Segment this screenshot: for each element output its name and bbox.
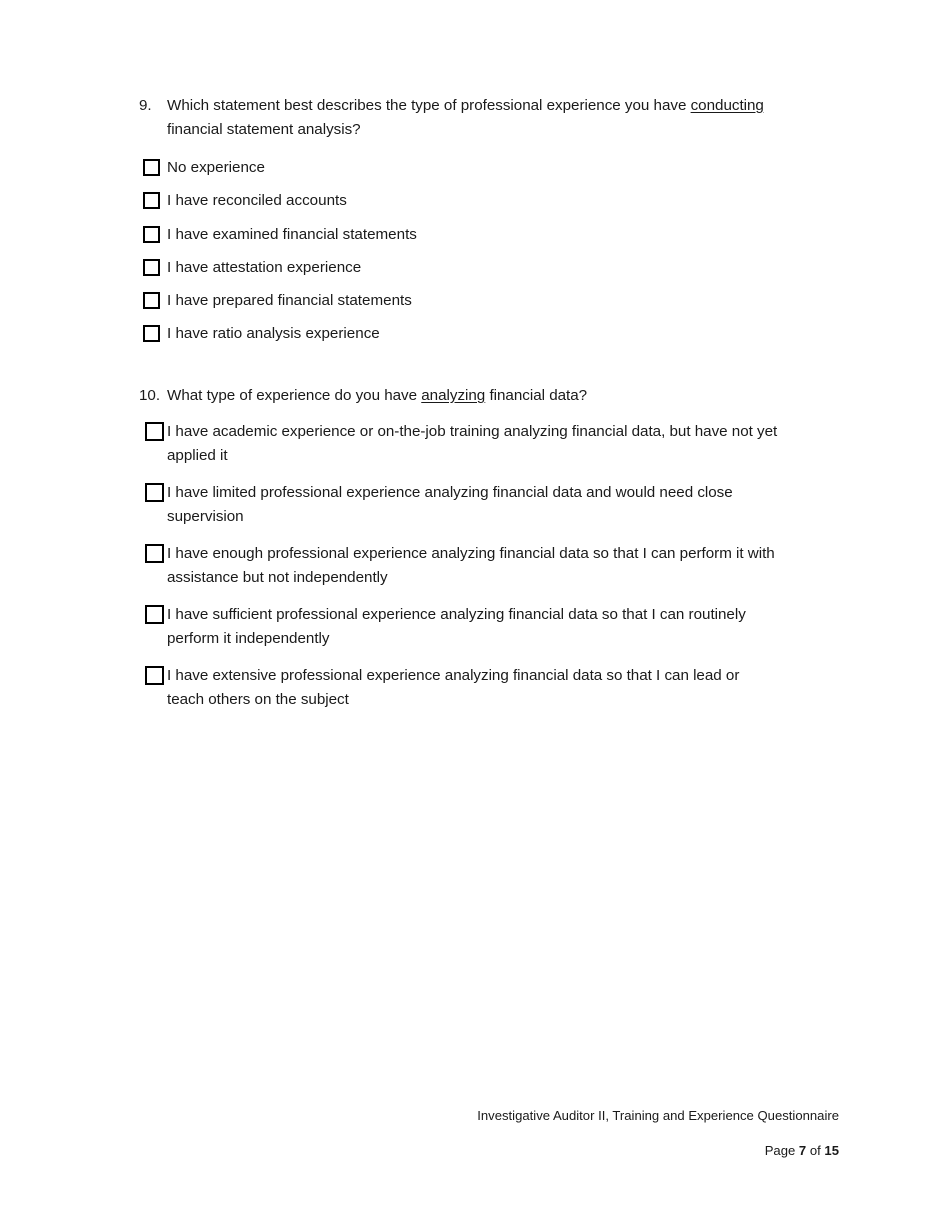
checkbox-icon[interactable] (145, 605, 164, 624)
checkbox-icon[interactable] (143, 259, 160, 276)
question-10-options (139, 420, 839, 712)
checkbox-icon[interactable] (145, 483, 164, 502)
checkbox-icon[interactable] (145, 422, 164, 441)
question-10-text-underlined: analyzing (421, 387, 486, 404)
checkbox-icon[interactable] (143, 325, 160, 342)
option-row[interactable] (139, 420, 839, 468)
checkbox-icon[interactable] (145, 666, 164, 685)
question-10-heading (139, 384, 839, 408)
page-number-total: 15 (824, 1143, 839, 1158)
option-label: I have prepared financial statements (167, 292, 412, 310)
option-label: No experience (167, 159, 265, 176)
checkbox-icon[interactable] (145, 544, 164, 563)
checkbox-icon[interactable] (143, 159, 160, 176)
question-9-options (139, 157, 839, 357)
option-row[interactable] (139, 481, 839, 529)
option-row[interactable] (139, 224, 839, 257)
option-label: I have enough professional experience analyzing financial data so that I can perform it with assistance but not independently (167, 545, 775, 586)
page-label-prefix: Page (764, 1143, 799, 1158)
question-9-text-underlined: conducting (690, 97, 764, 114)
footer-document-title (239, 1107, 839, 1125)
question-10-text (167, 384, 789, 408)
option-row[interactable] (139, 603, 839, 651)
option-label: I have limited professional experience analyzing financial data and would need close supervision (167, 484, 733, 525)
footer-page-number (239, 1142, 839, 1160)
option-label: I have attestation experience (167, 258, 362, 276)
question-9-text-before: Which statement best describes the type of professional experience you have (167, 97, 691, 114)
checkbox-icon[interactable] (143, 192, 160, 209)
question-9-heading (139, 94, 839, 142)
option-row[interactable] (139, 664, 839, 712)
option-row[interactable] (139, 542, 839, 590)
option-row[interactable] (139, 323, 839, 356)
question-9-number: 9. (139, 97, 152, 114)
option-row[interactable] (139, 290, 839, 323)
option-label: I have examined financial statements (167, 225, 417, 243)
question-10-number: 10. (139, 387, 161, 404)
option-label: I have extensive professional experience analyzing financial data so that I can lead or teach others on the subject (167, 667, 740, 708)
question-10 (139, 384, 839, 725)
option-row[interactable] (139, 157, 839, 190)
option-label: I have ratio analysis experience (167, 325, 380, 343)
question-10-text-after: financial data? (485, 387, 588, 404)
option-label: I have academic experience or on-the-job training analyzing financial data, but have not yet applied it (167, 423, 778, 464)
option-label: I have reconciled accounts (167, 192, 347, 210)
option-label: I have sufficient professional experience analyzing financial data so that I can routinely perform it independently (167, 606, 746, 647)
checkbox-icon[interactable] (143, 292, 160, 309)
question-10-text-before: What type of experience do you have (167, 387, 422, 404)
option-row[interactable] (139, 190, 839, 223)
question-9-text-after: financial statement analysis? (167, 121, 361, 138)
checkbox-icon[interactable] (143, 226, 160, 243)
question-9-text (167, 94, 789, 142)
footer-document-title-text: Investigative Auditor II, Training and Experience Questionnaire (477, 1108, 839, 1123)
page-number-current: 7 (798, 1143, 807, 1158)
page-label-separator: of (806, 1143, 825, 1158)
option-row[interactable] (139, 257, 839, 290)
question-9 (139, 94, 839, 357)
